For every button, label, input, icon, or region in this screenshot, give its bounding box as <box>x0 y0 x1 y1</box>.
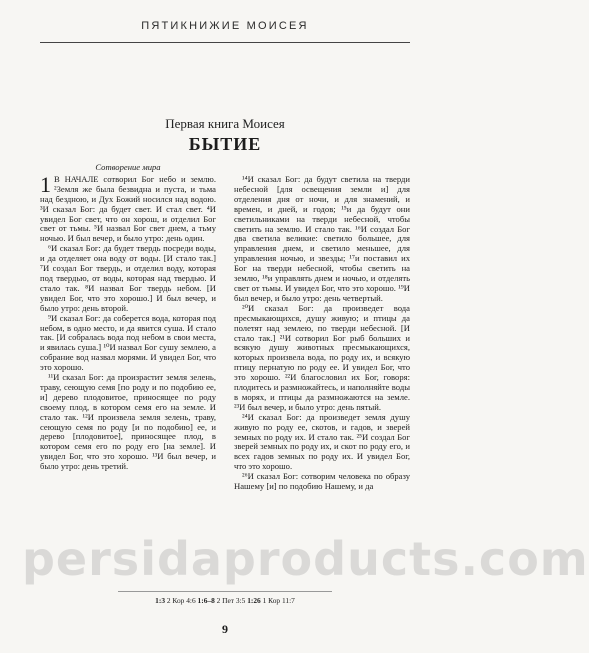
footnote-text: 2 Пет 3:5 <box>216 596 246 605</box>
header-rule <box>40 42 410 43</box>
running-head: ПЯТИКНИЖИЕ МОИСЕЯ <box>141 20 309 32</box>
paragraph: ¹⁴И сказал Бог: да будут светила на тверди небесной [для освещения земли и] для отделения дня от ночи, и для знамений, и времен, и дней, и годов; ¹⁵и да будут они светильниками на тверди небесной, чтобы светить на землю. И стало так. ¹⁶И создал Бог два светила великие: светило большее, для управления днем, и светило меньшее, для управления ночью, и звезды; ¹⁷и поставил их Бог на тверди небесной, чтобы светить на землю, ¹⁸и управлять днем и ночью, и отделять свет от тьмы. И увидел Бог, что это хорошо. ¹⁹И был вечер, и было утро: день четвертый. <box>234 174 410 303</box>
book-title: БЫТИЕ <box>188 134 262 154</box>
section-heading: Сотворение мира <box>95 162 161 172</box>
left-column <box>40 163 216 472</box>
watermark: persidaproducts.com <box>22 532 589 586</box>
footnote-ref: 1:26 <box>247 596 261 605</box>
footnotes <box>0 596 450 605</box>
footnote-ref: 1:3 <box>155 596 166 605</box>
footnote-rule <box>118 591 332 592</box>
paragraph: ²⁶И сказал Бог: сотворим человека по образу Нашему [и] по подобию Нашему, и да <box>234 471 410 492</box>
chapter-dropcap: 1 <box>40 171 51 197</box>
book-subtitle: Первая книга Моисея <box>165 116 285 131</box>
paragraph: В НАЧАЛЕ сотворил Бог небо и землю. ²Земля же была безвидна и пуста, и тьма над бездною, и Дух Божий носился над водою. ³И сказал Бог: да будет свет. И стал свет. ⁴И увидел Бог свет, что он хорош, и отделил Бог свет от тьмы. ⁵И назвал Бог свет днем, а тьму ночью. И был вечер, и было утро: день один. <box>40 173 216 244</box>
paragraph: ⁶И сказал Бог: да будет твердь посреди воды, и да отделяет она воду от воды. [И стало так.] ⁷И создал Бог твердь, и отделил воду, которая под твердью, от воды, которая над твердью. И стало так. ⁸И назвал Бог твердь небом. [И увидел Бог, что это хорошо.] И был вечер, и было утро: день второй. <box>40 243 216 313</box>
paragraph: ²⁰И сказал Бог: да произведет вода пресмыкающихся, душу живую; и птицы да полетят над землею, по тверди небесной. [И стало так.] ²¹И сотворил Бог рыб больших и всякую душу животных пресмыкающихся, которых произвела вода, по роду их, и всякую птицу пернатую по роду ее. И увидел Бог, что это хорошо. ²²И благословил их Бог, говоря: плодитесь и размножайтесь, и наполняйте воды в морях, и птицы да размножаются на земле. ²³И был вечер, и было утро: день пятый. <box>234 302 410 412</box>
footnote-text: 1 Кор 11:7 <box>262 596 295 605</box>
paragraph: ⁹И сказал Бог: да соберется вода, которая под небом, в одно место, и да явится суша. И стало так. [И собралась вода под небом в свои места, и явилась суша.] ¹⁰И назвал Бог сушу землею, а собрание вод назвал морями. И увидел Бог, что это хорошо. <box>40 312 216 373</box>
paragraph: ²⁴И сказал Бог: да произведет земля душу живую по роду ее, скотов, и гадов, и зверей земных по роду их. И стало так. ²⁵И создал Бог зверей земных по роду их, и скот по роду его, и всех гадов земных по роду их. И увидел Бог, что это хорошо. <box>234 411 410 472</box>
footnote-text: 2 Кор 4:6 <box>166 596 196 605</box>
paragraph: ¹¹И сказал Бог: да произрастит земля зелень, траву, сеющую семя [по роду и по подобию ее, и] дерево плодовитое, приносящее по роду своему плод, в котором семя его на земле. И стало так. ¹²И произвела земля зелень, траву, сеющую семя по роду [и по подобию] ее, и дерево [плодовитое], приносящее плод, в котором семя его по роду его [на земле]. И увидел Бог, что это хорошо. ¹³И был вечер, и было утро: день третий. <box>40 372 216 472</box>
page-number: 9 <box>222 622 228 636</box>
right-column <box>234 175 410 492</box>
footnote-ref: 1:6–8 <box>197 596 215 605</box>
